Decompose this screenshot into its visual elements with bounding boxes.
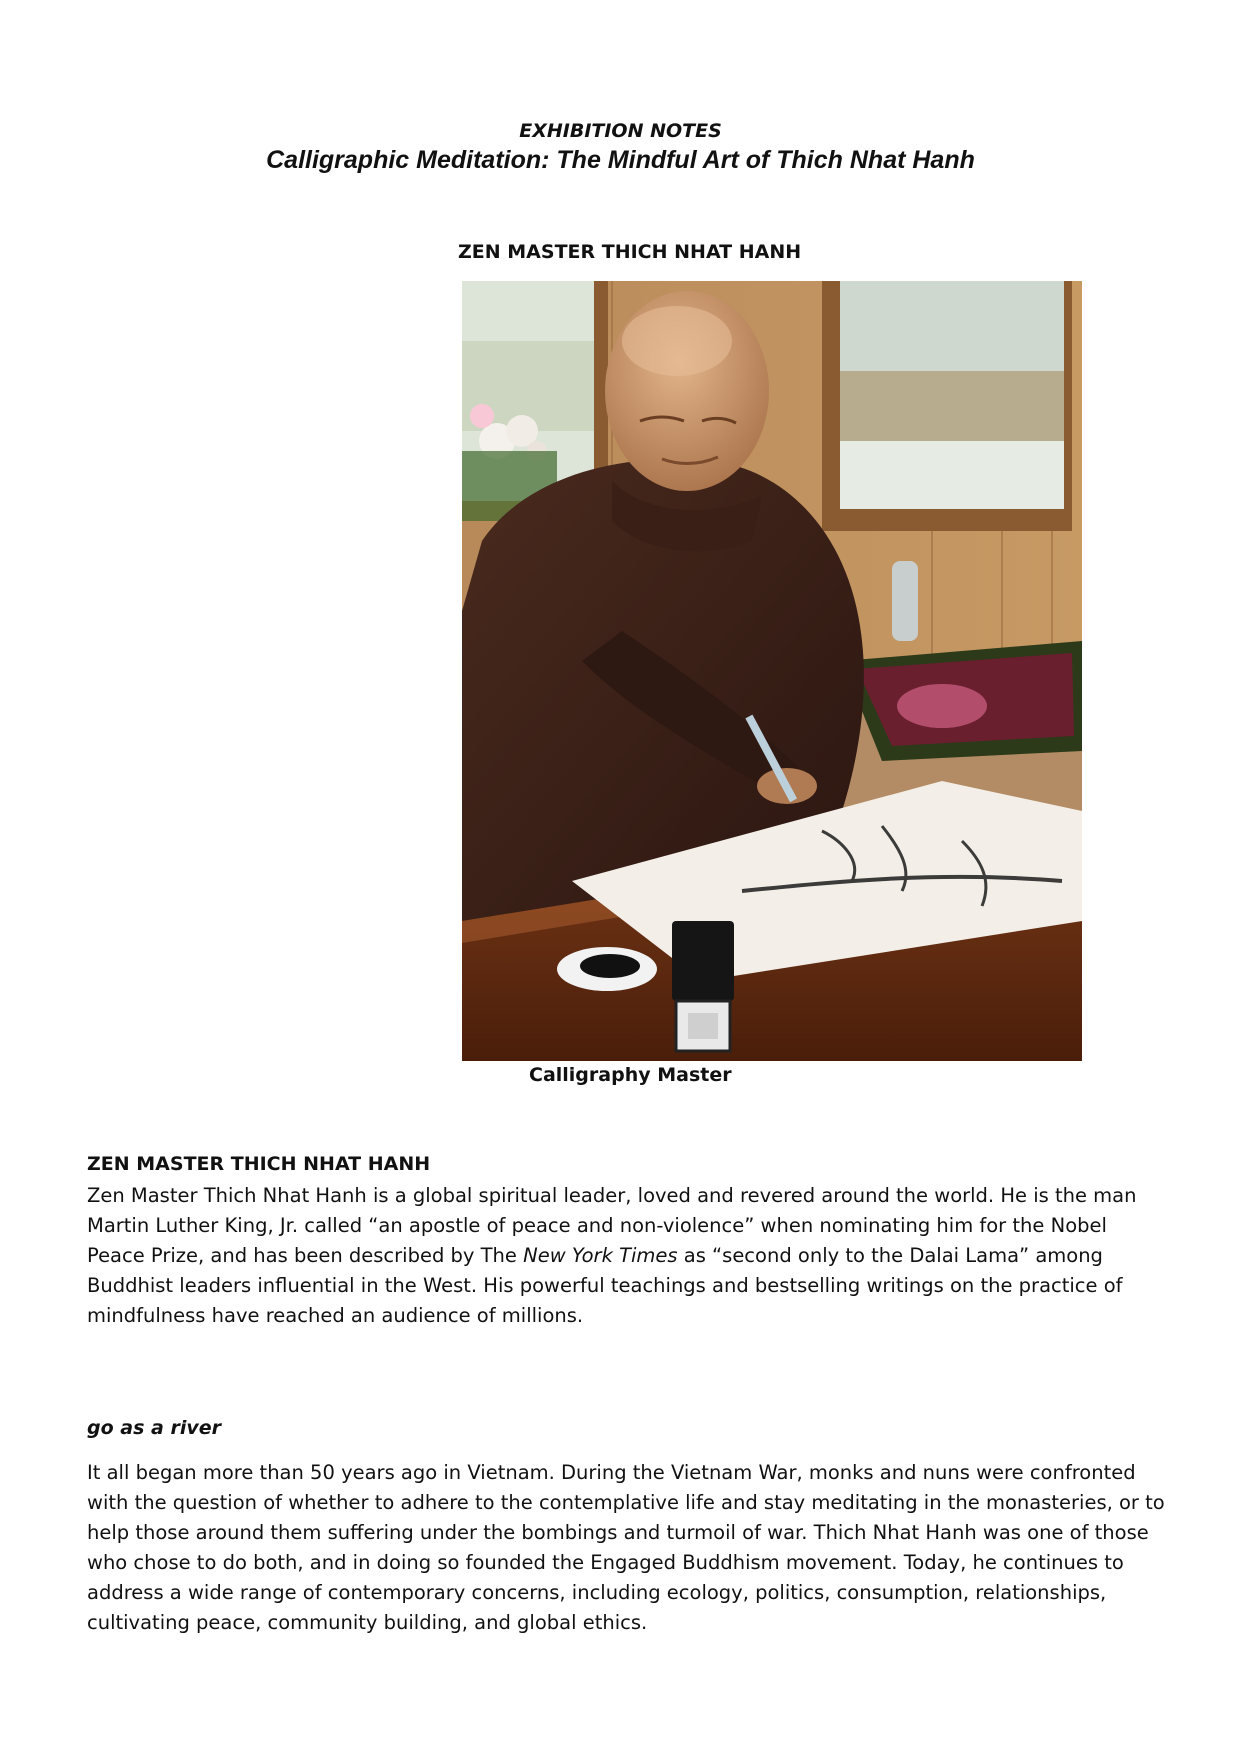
monk-calligraphy-photo [462,281,1082,1061]
river-paragraph: It all began more than 50 years ago in Vietnam. During the Vietnam War, monks and nuns were confronted with the question of whether to adhere to the contemplative life and stay meditating in the monasteries, or to help those around them suffering under the bombings and turmoil of war. Thich Nhat Hanh was one of those who chose to do both, and in doing so founded the Engaged Buddhism movement. Today, he continues to address a wide range of contemporary concerns, including ecology, politics, consumption, relationships, cultivating peace, community building, and global ethics. [87,1461,1165,1634]
bio-text-part2: as “second only to the Dalai Lama” among Buddhist leaders influential in the West. His powerful teachings and bestselling writings on the practice of mindfulness have reached an audience of millions. [87,1244,1123,1327]
photo-heading: ZEN MASTER THICH NHAT HANH [458,241,802,263]
exhibition-notes-label: EXHIBITION NOTES [519,120,722,142]
river-heading: go as a river [87,1417,221,1439]
bio-heading: ZEN MASTER THICH NHAT HANH [87,1153,431,1175]
document-title: Calligraphic Meditation: The Mindful Art of Thich Nhat Hanh [266,146,975,174]
photo-caption: Calligraphy Master [529,1064,732,1086]
bio-text-part1: Zen Master Thich Nhat Hanh is a global spiritual leader, loved and revered around the world. He is the man Martin Luther King, Jr. called “an apostle of peace and non-violence” when nominating him for the Nobel Peace Prize, and has been described by The [87,1184,1137,1267]
bio-text-emphasis: New York Times [523,1244,678,1267]
bio-paragraph [87,1181,1167,1331]
